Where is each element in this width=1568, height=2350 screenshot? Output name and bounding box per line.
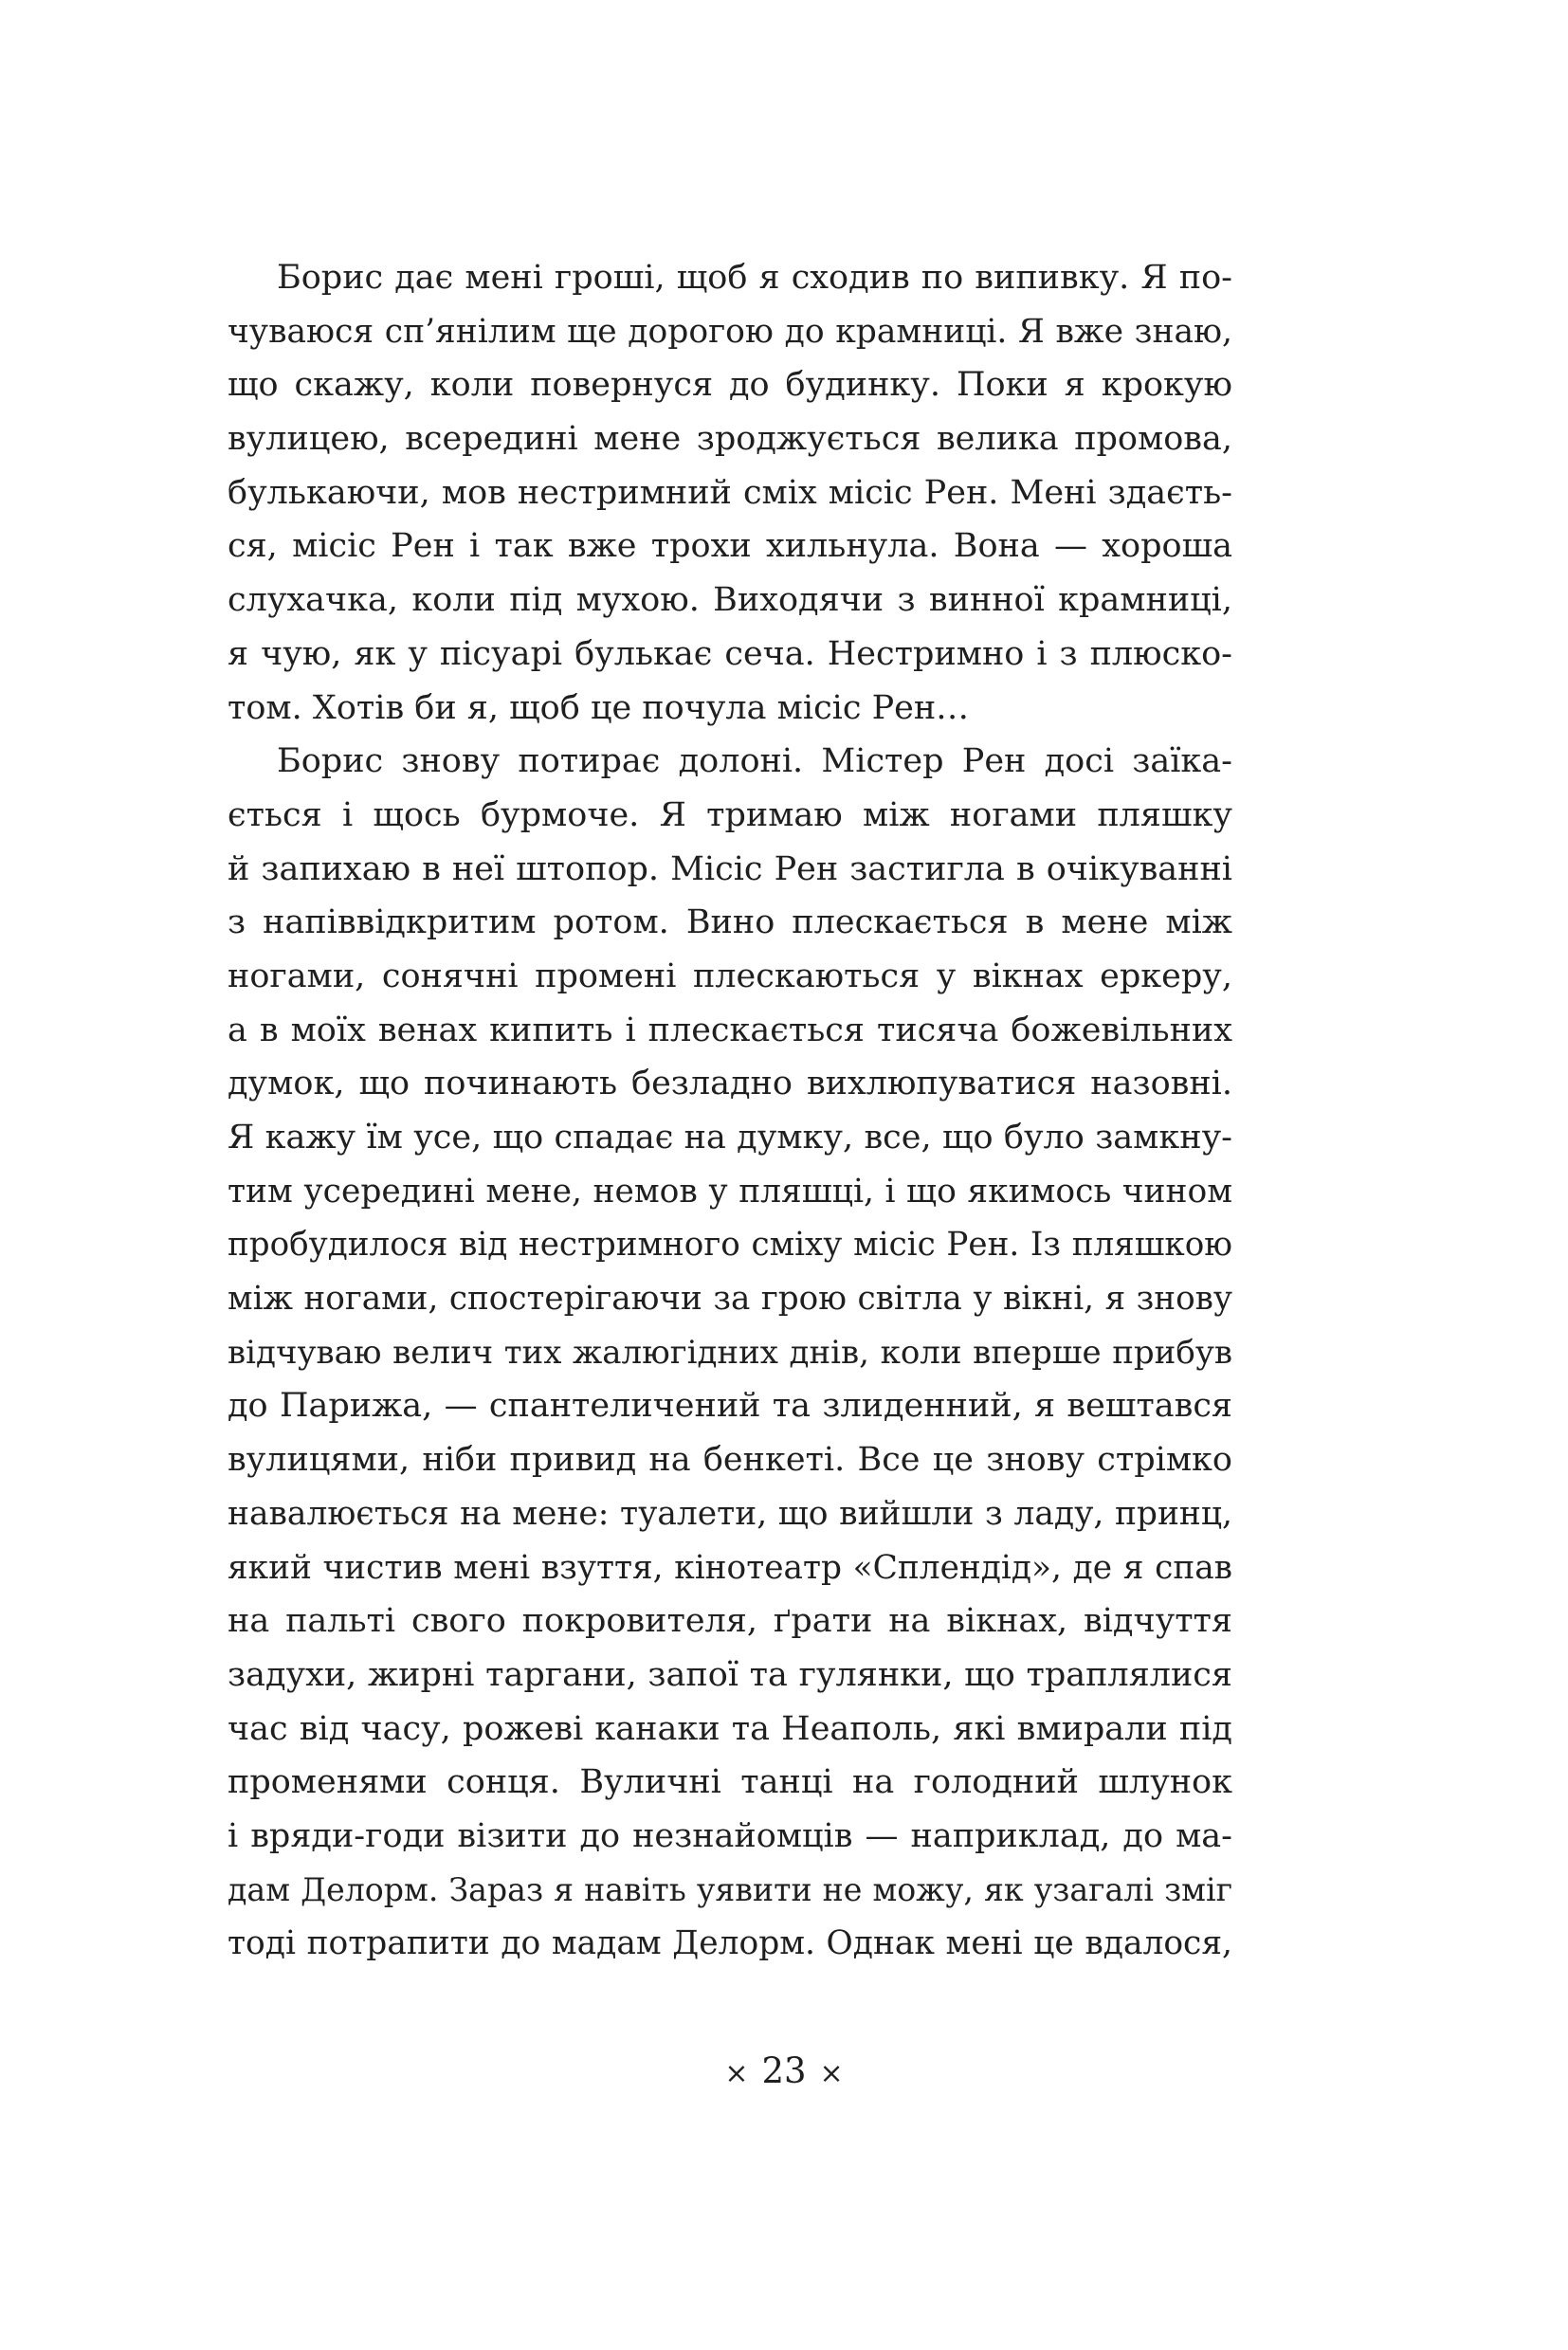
text-line: булькаючи, мов нестримний сміх місіс Рен. Мені здаєть- [228,473,1232,512]
folio-left-mark: × [724,2057,749,2090]
text-line: дам Делорм. Зараз я навіть уявити не можу, як узагалі зміг [228,1870,1232,1908]
text-line: і вряди-годи візити до незнайомців — наприклад, до ма- [228,1816,1232,1855]
text-line: й запихаю в неї штопор. Місіс Рен застигла в очікуванні [228,849,1232,888]
text-line: тоді потрапити до мадам Делорм. Однак мені це вдалося, [228,1924,1232,1963]
text-line: що скажу, коли повернуся до будинку. Поки я крокую [228,366,1232,405]
text-line: до Парижа, — спантеличений та злиденний, я вештався [228,1387,1232,1426]
text-line: тим усередині мене, немов у пляшці, і що якимось чином [228,1172,1232,1211]
text-line: між ногами, спостерігаючи за грою світла у вікні, я знову [228,1280,1232,1319]
text-line: ється і щось бурмоче. Я тримаю між ногами пляшку [228,795,1232,834]
text-line: слухачка, коли під мухою. Виходячи з винної крамниці, [228,581,1232,620]
text-line: ся, місіс Рен і так вже трохи хильнула. Вона — хороша [228,527,1232,566]
text-line: який чистив мені взуття, кінотеатр «Сплендід», де я спав [228,1548,1232,1587]
text-line: Борис дає мені гроші, щоб я сходив по випивку. Я по- [277,259,1232,297]
text-line: вулицями, ніби привид на бенкеті. Все це знову стрімко [228,1441,1232,1480]
text-line: відчуваю велич тих жалюгідних днів, коли вперше прибув [228,1333,1232,1372]
text-line: променями сонця. Вуличні танці на голодний шлунок [228,1763,1232,1802]
page-number-footer [0,2048,1568,2098]
text-line: вулицею, всередині мене зроджується велика промова, [228,420,1232,459]
text-line: задухи, жирні таргани, запої та гулянки, що траплялися [228,1655,1232,1694]
text-line: том. Хотів би я, щоб це почула місіс Рен… [228,688,970,727]
text-line: я чую, як у пісуарі булькає сеча. Нестримно і з плюско- [228,634,1232,673]
text-line: пробудилося від нестримного сміху місіс Рен. Із пляшкою [228,1226,1232,1265]
text-line: Я кажу їм усе, що спадає на думку, все, що було замкну- [228,1119,1232,1157]
text-line: час від часу, рожеві канаки та Неаполь, які вмирали під [228,1709,1232,1748]
text-line: на пальті свого покровителя, ґрати на вікнах, відчуття [228,1602,1232,1641]
text-line: а в моїх венах кипить і плескається тисяча божевільних [228,1011,1232,1049]
text-line: з напіввідкритим ротом. Вино плескається в мене між [228,903,1232,942]
text-line: Борис знову потирає долоні. Містер Рен досі заїка- [277,742,1232,781]
text-line: чуваюся сп’янілим ще дорогою до крамниці. Я вже знаю, [228,312,1232,351]
text-line: навалюється на мене: туалети, що вийшли з ладу, принц, [228,1494,1232,1533]
text-line: ногами, сонячні промені плескаються у вікнах еркеру, [228,956,1232,995]
folio-right-mark: × [819,2057,844,2090]
page-number: 23 [761,2050,807,2091]
body-text [228,251,1232,1971]
text-line: думок, що починають безладно вихлюпуватися назовні. [228,1065,1232,1103]
